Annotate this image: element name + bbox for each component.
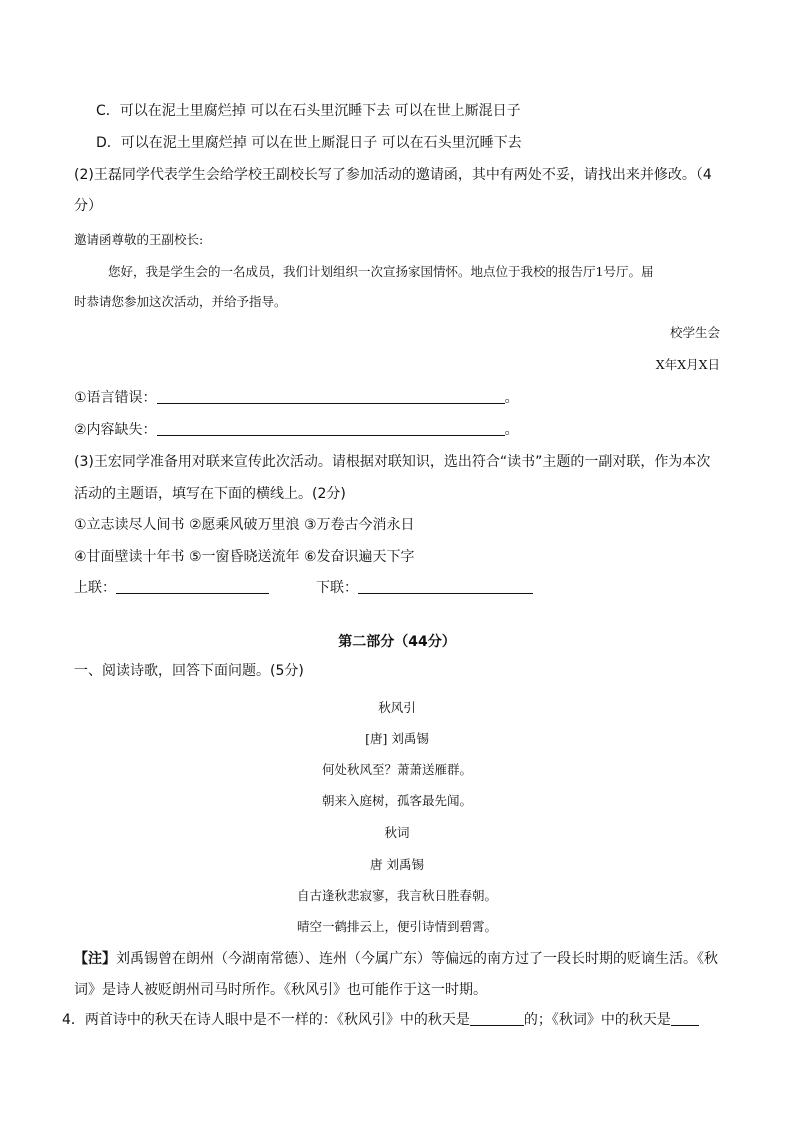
q4-text-a: 4．两首诗中的秋天在诗人眼中是不一样的：《秋风引》中的秋天是: [62, 1012, 470, 1028]
poem1-line1: 何处秋风至？萧萧送雁群。: [321, 762, 472, 777]
note-line1: [74, 949, 718, 969]
q2-prompt-cont: 分）: [74, 198, 102, 214]
q4-text-b: 的；《秋词》中的秋天是: [523, 1012, 671, 1028]
couplet-upper-line: [74, 578, 269, 598]
answer-blank-language[interactable]: [157, 389, 505, 404]
poem2-title: 秋词: [384, 825, 410, 840]
poem1-line2: 朝来入庭树，孤客最先闻。: [321, 793, 472, 808]
letter-body-line1: 您好，我是学生会的一名成员，我们计划组织一次宣扬家国情怀。地点位于我校的报告厅1号厅。届: [108, 264, 654, 279]
poem2-line1: 自古逢秋悲寂寥，我言秋日胜春朝。: [296, 888, 497, 903]
section-one-title: 一、阅读诗歌，回答下面问题。(5分): [74, 663, 304, 679]
letter-salutation: 邀请函尊敬的王副校长:: [74, 232, 204, 247]
upper-blank[interactable]: [116, 579, 269, 594]
q3-prompt-cont: 活动的主题语，填写在下面的横线上。(2分): [74, 486, 346, 502]
answer-end-2: 。: [504, 422, 519, 438]
part2-heading: 第二部分（44分）: [338, 634, 456, 650]
letter-date: X年X月X日: [655, 357, 720, 372]
couplet-options-row2: ④甘面壁读十年书 ⑤一窗昏晓送流年 ⑥发奋识遍天下字: [74, 549, 415, 565]
couplet-options-row1: ①立志读尽人间书 ②愿乘风破万里浪 ③万卷古今消永日: [74, 517, 415, 533]
q4-line: [62, 1010, 699, 1030]
answer-end-1: 。: [504, 390, 519, 406]
lower-blank[interactable]: [358, 579, 533, 594]
upper-label: 上联：: [74, 580, 116, 596]
poem2-line2: 晴空一鹤排云上，便引诗情到碧霄。: [296, 919, 497, 934]
poem1-author: [唐] 刘禹锡: [365, 731, 429, 746]
lower-label: 下联：: [316, 580, 358, 596]
q2-prompt: (2)王磊同学代表学生会给学校王副校长写了参加活动的邀请函，其中有两处不妥，请找出来并修改。（4: [74, 167, 712, 183]
letter-body-line2: 时恭请您参加这次活动，并给予指导。: [74, 294, 287, 309]
note-line2: 词》是诗人被贬朗州司马时所作。《秋风引》也可能作于这一时期。: [74, 982, 487, 998]
answer-line-language-error: [74, 388, 519, 408]
q3-prompt: (3)王宏同学准备用对联来宣传此次活动。请根据对联知识，选出符合“读书”主题的一副对联，作为本次: [74, 454, 711, 470]
poem1-title: 秋风引: [378, 700, 416, 715]
option-d: D．可以在泥土里腐烂掉 可以在世上厮混日子 可以在石头里沉睡下去: [96, 135, 522, 151]
q4-blank-2[interactable]: [671, 1011, 699, 1026]
answer-label-language: ①语言错误：: [74, 390, 157, 406]
note-tag: 【注】: [74, 951, 116, 967]
answer-line-content-missing: [74, 420, 519, 440]
answer-label-content: ②内容缺失：: [74, 422, 157, 438]
couplet-lower-line: [316, 578, 533, 598]
option-c: C．可以在泥土里腐烂掉 可以在石头里沉睡下去 可以在世上厮混日子: [96, 103, 521, 119]
note-text-1: 刘禹锡曾在朗州（今湖南常德）、连州（今属广东）等偏远的南方过了一段长时期的贬谪生活。《秋: [116, 951, 718, 967]
q4-blank-1[interactable]: [470, 1011, 524, 1026]
answer-blank-content[interactable]: [157, 421, 505, 436]
letter-signature: 校学生会: [669, 325, 720, 340]
poem2-author: 唐 刘禹锡: [370, 857, 424, 872]
